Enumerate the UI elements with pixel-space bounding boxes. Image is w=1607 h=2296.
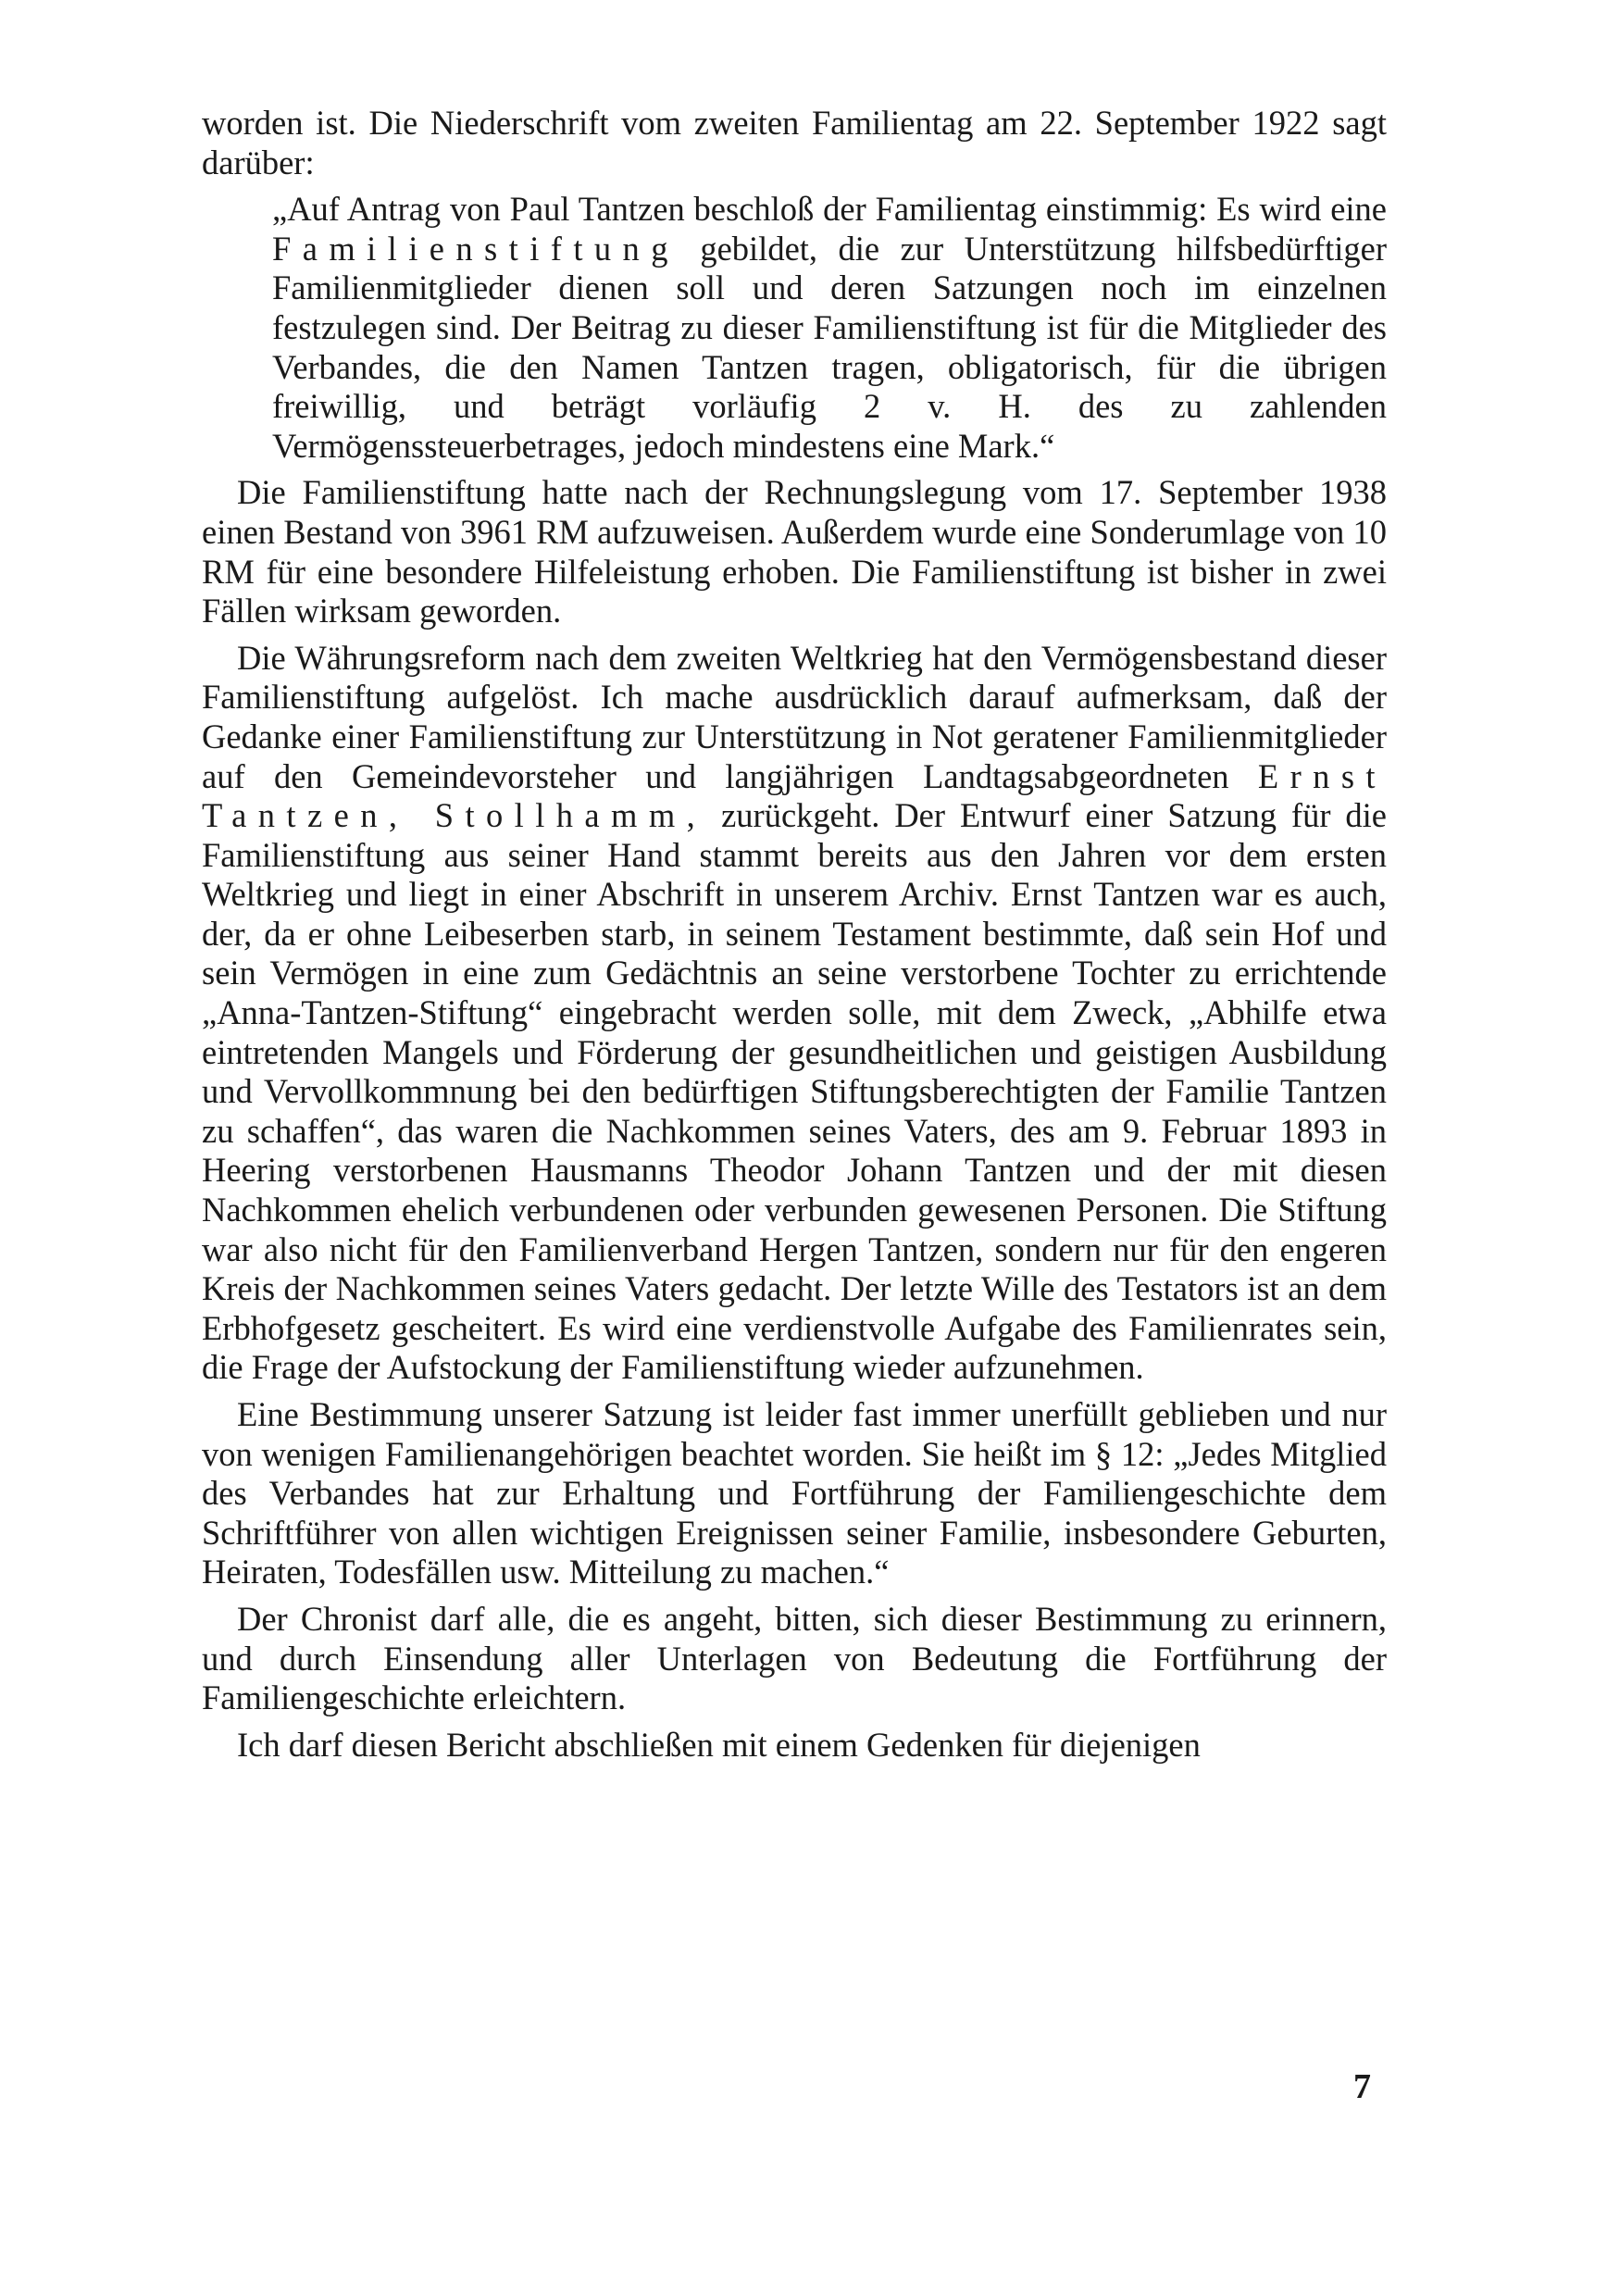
spaced-emphasis-ernst-tantzen: Ernst Tantzen, Stollhamm,: [202, 756, 1387, 835]
page-number: 7: [1353, 2067, 1371, 2106]
text-segment: „Auf Antrag von Paul Tantzen beschloß der Familientag einstimmig: Es wird eine: [272, 190, 1387, 229]
paragraph-closing-remembrance: [202, 1726, 1387, 1766]
text-segment: Der Chronist darf alle, die es angeht, bitten, sich dieser Bestimmung zu erinnern, und durch Einsendung aller Unterlagen von Bedeutung die Fortführung der Familiengeschichte erleichtern.: [202, 1599, 1387, 1717]
paragraph-foundation-balance: [202, 473, 1387, 630]
text-segment: Die Währungsreform nach dem zweiten Weltkrieg hat den Vermögensbestand dieser Familienstiftung aufgelöst. Ich mache ausdrücklich darauf aufmerksam, daß der Gedanke einer Familienstiftung zur Unterstützung in Not geratener Familienmitglieder auf den Gemeindevorsteher und langjährigen Landtagsabgeordneten: [202, 638, 1387, 795]
quote-family-foundation-resolution: [272, 190, 1387, 466]
paragraph-protocol-intro: [202, 104, 1387, 182]
body-text: [202, 104, 1387, 1772]
text-segment: Ich darf diesen Bericht abschließen mit einem Gedenken für diejenigen: [237, 1725, 1201, 1764]
paragraph-currency-reform: [202, 639, 1387, 1388]
paragraph-statute-section-12: [202, 1395, 1387, 1592]
text-segment: worden ist. Die Niederschrift vom zweiten Familientag am 22. September 1922 sagt darüber:: [202, 104, 1387, 181]
text-segment: gebildet, die zur Unterstützung hilfsbedürftiger Familienmitglieder dienen soll und deren Satzungen noch im einzelnen festzulegen sind. Der Beitrag zu dieser Familienstiftung ist für die Mitglieder des Verbandes, die den Namen Tantzen tragen, obligatorisch, für die übrigen freiwillig, und beträgt vorläufig 2 v. H. des zu zahlenden Vermögenssteuerbetrages, jedoch mindestens eine Mark.“: [272, 229, 1387, 465]
text-segment: Die Familienstiftung hatte nach der Rechnungslegung vom 17. September 1938 einen Bestand von 3961 RM aufzuweisen. Außerdem wurde eine Sonderumlage von 10 RM für eine besondere Hilfeleistung erhoben. Die Familienstiftung ist bisher in zwei Fällen wirksam geworden.: [202, 473, 1387, 630]
text-segment: zurückgeht. Der Entwurf einer Satzung für die Familienstiftung aus seiner Hand stammt bereits aus den Jahren vor dem ersten Weltkrieg und liegt in einer Abschrift in unserem Archiv. Ernst Tantzen war es auch, der, da er ohne Leibeserben starb, in seinem Testament bestimmte, daß sein Hof und sein Vermögen in eine zum Gedächtnis an seine verstorbene Tochter zu errichtende „Anna-Tantzen-Stiftung“ eingebracht werden solle, mit dem Zweck, „Abhilfe etwa eintretenden Mangels und Förderung der gesundheitlichen und geistigen Ausbildung und Vervollkommnung bei den bedürftigen Stiftungsberechtigten der Familie Tantzen zu schaffen“, das waren die Nachkommen seines Vaters, des am 9. Februar 1893 in Heering verstorbenen Hausmanns Theodor Johann Tantzen und der mit diesen Nachkommen ehelich verbundenen oder verbunden gewesenen Personen. Die Stiftung war also nicht für den Familienverband Hergen Tantzen, sondern nur für den engeren Kreis der Nachkommen seines Vaters gedacht. Der letzte Wille des Testators ist an dem Erbhofgesetz gescheitert. Es wird eine verdienstvolle Aufgabe des Familienrates sein, die Frage der Aufstockung der Familienstiftung wieder aufzunehmen.: [202, 796, 1388, 1387]
spaced-emphasis-familienstiftung: Familienstiftung: [272, 229, 679, 268]
text-segment: Eine Bestimmung unserer Satzung ist leider fast immer unerfüllt geblieben und nur von wenigen Familienangehörigen beachtet worden. Sie heißt im § 12: „Jedes Mitglied des Verbandes hat zur Erhaltung und Fortführung der Familiengeschichte dem Schriftführer von allen wichtigen Ereignissen seiner Familie, insbesondere Geburten, Heiraten, Todesfällen usw. Mitteilung zu machen.“: [202, 1395, 1387, 1591]
paragraph-chronicler-request: [202, 1600, 1387, 1718]
